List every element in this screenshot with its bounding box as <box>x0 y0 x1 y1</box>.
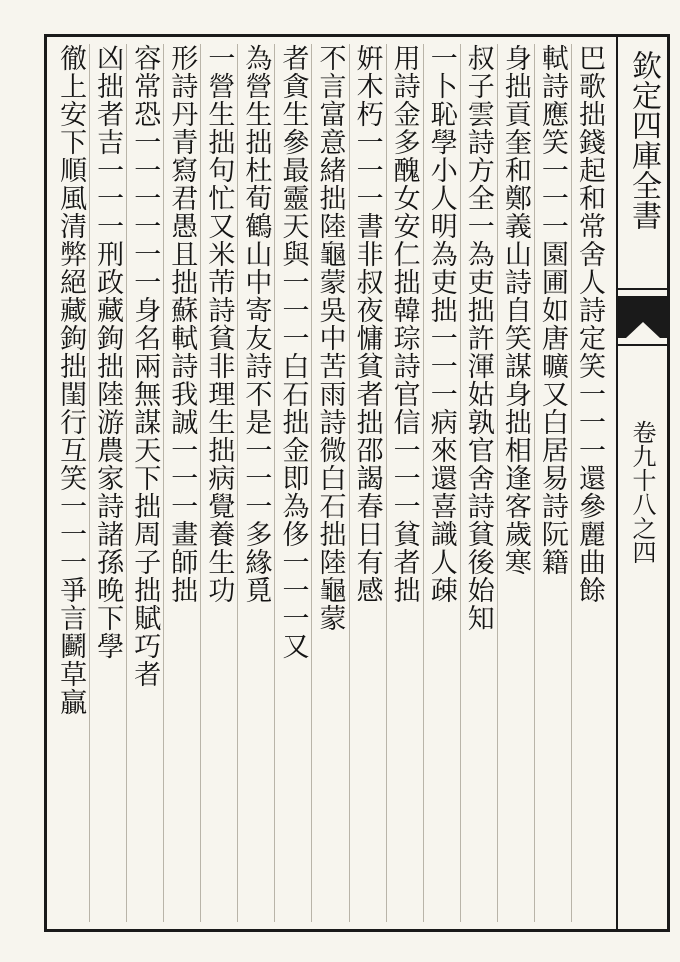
column-rule <box>274 44 275 922</box>
column-rule <box>237 44 238 922</box>
column-rule <box>163 44 164 922</box>
column-rule <box>423 44 424 922</box>
text-column-12: 形詩丹青寫君愚且拙蘇軾詩我誠一一一畫師拙 <box>166 44 198 604</box>
text-column-2: 軾詩應笑一一一園圃如唐曠又白居易詩阮籍 <box>536 44 568 576</box>
text-column-3: 身拙貢奎和鄭義山詩自笑謀身拙相逢客歲寒 <box>499 44 531 576</box>
column-rule <box>349 44 350 922</box>
text-column-7: 姸木朽一一一書非叔夜慵貧者拙邵謁春日有感 <box>351 44 383 604</box>
column-rule <box>89 44 90 922</box>
column-rule <box>571 44 572 922</box>
text-column-10: 為營生拙杜荀鶴山中寄友詩不是一一一多緣覓 <box>240 44 272 604</box>
column-rule <box>126 44 127 922</box>
text-column-15: 徹上安下順風清弊絕藏鉤拙閨行互笑一一一爭言鬬草贏 <box>55 44 87 716</box>
column-rule <box>497 44 498 922</box>
text-column-1: 巴歌拙錢起和常舍人詩定笑一一一還參麗曲餘 <box>573 44 605 604</box>
text-column-6: 用詩金多醜女安仁拙韓琮詩官信一一一貧者拙 <box>388 44 420 604</box>
column-rule <box>534 44 535 922</box>
text-column-4: 叔子雲詩方全一為吏拙許渾姑孰官舍詩貧後始知 <box>462 44 494 632</box>
column-rule <box>386 44 387 922</box>
column-rule <box>460 44 461 922</box>
text-column-14: 凶拙者吉一一一刑政藏鉤拙陸游農家詩諸孫晚下學 <box>92 44 124 660</box>
column-rule <box>311 44 312 922</box>
column-rule <box>200 44 201 922</box>
text-column-8: 不言富意緒拙陸龜蒙吳中苦雨詩微白石拙陸龜蒙 <box>314 44 346 632</box>
text-column-11: 一營生拙句忙又米芾詩貧非理生拙病覺養生功 <box>203 44 235 604</box>
fishtail-mark <box>618 296 668 338</box>
text-column-9: 者貪生參最靈天與一一一白石拙金即為侈一一一又 <box>277 44 309 660</box>
margin-divider-bottom <box>618 344 668 346</box>
text-column-13: 容常恐一一一一一一身名兩無謀天下拙周子拙賦巧者 <box>129 44 161 688</box>
text-column-5: 一卜恥學小人明為吏拙一一一病來還喜識人疎 <box>425 44 457 604</box>
volume-number: 卷九十八之四 <box>628 420 656 564</box>
margin-divider-top <box>618 288 668 290</box>
book-title: 欽定四庫全書 <box>626 50 661 230</box>
